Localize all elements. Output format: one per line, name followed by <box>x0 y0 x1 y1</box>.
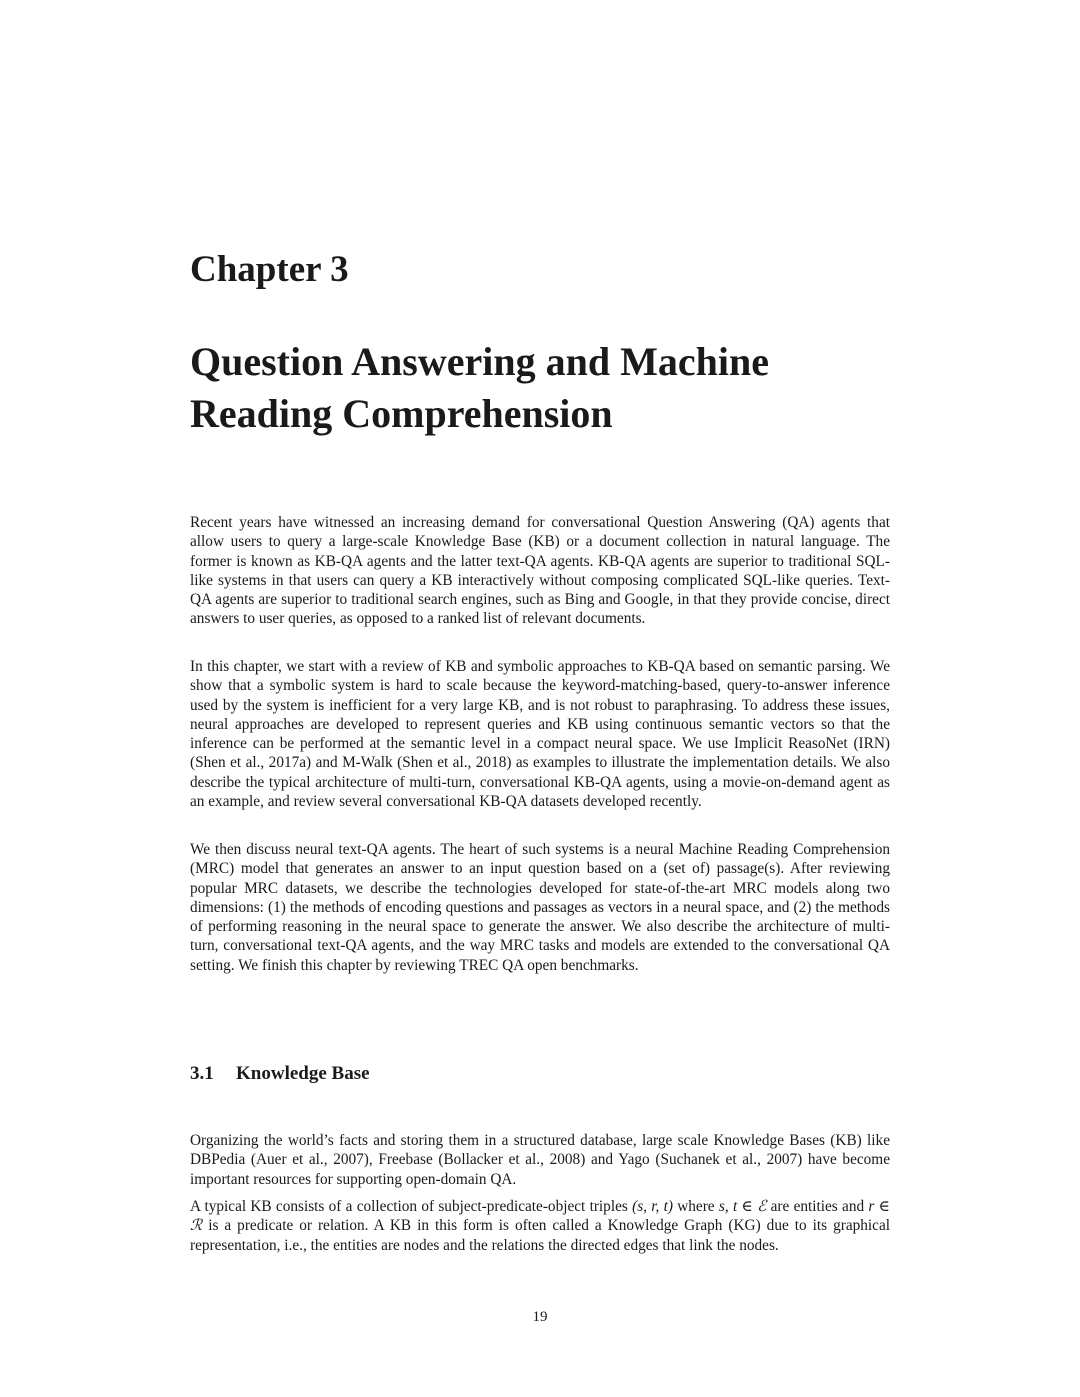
intro-paragraph-1: Recent years have witnessed an increasing demand for conversational Question Answering (QA) agents that allow users to query a large-scale Knowledge Base (KB) or a document collection in natural language. The former is known as KB-QA agents and the latter text-QA agents. KB-QA agents are superior to traditional SQL-like systems in that users can query a KB interactively without composing complicated SQL-like queries. Text-QA agents are superior to traditional search engines, such as Bing and Google, in that they provide concise, direct answers to user queries, as opposed to a ranked list of relevant documents. <box>190 514 890 628</box>
section-paragraph-1: Organizing the world’s facts and storing them in a structured database, large scale Knowledge Bases (KB) like DBPedia (Auer et al., 2007), Freebase (Bollacker et al., 2008) and Yago (Suchanek et al., 2007) have become important resources for supporting open-domain QA. <box>190 1132 890 1188</box>
intro-paragraph-3: We then discuss neural text-QA agents. The heart of such systems is a neural Machine Reading Comprehension (MRC) model that generates an answer to an input question based on a (set of) passage(s). After reviewing popular MRC datasets, we describe the technologies developed for state-of-the-art MRC models along two dimensions: (1) the methods of encoding questions and passages as vectors in a neural space, and (2) the methods of performing reasoning in the neural space to generate the answer. We also describe the architecture of multi-turn, conversational text-QA agents, and the way MRC tasks and models are extended to the conversational QA setting. We finish this chapter by reviewing TREC QA open benchmarks. <box>190 841 890 974</box>
p2-text-c: are entities and <box>766 1198 869 1215</box>
entity-set-notation: s, t ∈ ℰ <box>718 1198 767 1215</box>
section-title: Knowledge Base <box>236 1063 370 1084</box>
chapter-label: Chapter 3 <box>190 249 349 290</box>
p2-text-a: A typical KB consists of a collection of subject-predicate-object triples <box>190 1198 633 1215</box>
page-number: 19 <box>532 1309 548 1325</box>
p2-text-b: where <box>672 1198 719 1215</box>
p2-text-d: is a predicate or relation. A KB in this form is often called a Knowledge Graph (KG) due to its graphical representation, i.e., the entities are nodes and the relations the directed edges that link the nodes. <box>190 1217 890 1254</box>
section-paragraph-2 <box>190 1197 890 1255</box>
chapter-title <box>190 336 910 440</box>
relation-set-notation: r ∈ ℛ <box>190 1198 890 1235</box>
chapter-title-line-2: Reading Comprehension <box>190 391 613 436</box>
section-heading <box>190 1062 370 1086</box>
intro-paragraph-2: In this chapter, we start with a review of KB and symbolic approaches to KB-QA based on semantic parsing. We show that a symbolic system is hard to scale because the keyword-matching-based, query-to-answer inference used by the system is inefficient for a very large KB, and is not robust to paraphrasing. To address these issues, neural approaches are developed to represent queries and KB using continuous semantic vectors so that the inference can be performed at the semantic level in a compact neural space. We use Implicit ReasoNet (IRN) (Shen et al., 2017a) and M-Walk (Shen et al., 2018) as examples to illustrate the implementation details. We also describe the typical architecture of multi-turn, conversational KB-QA agents, using a movie-on-demand agent as an example, and review several conversational KB-QA datasets developed recently. <box>190 658 890 811</box>
chapter-title-line-1: Question Answering and Machine <box>190 339 769 384</box>
triple-notation: (s, r, t) <box>632 1198 673 1215</box>
section-number: 3.1 <box>190 1063 214 1084</box>
